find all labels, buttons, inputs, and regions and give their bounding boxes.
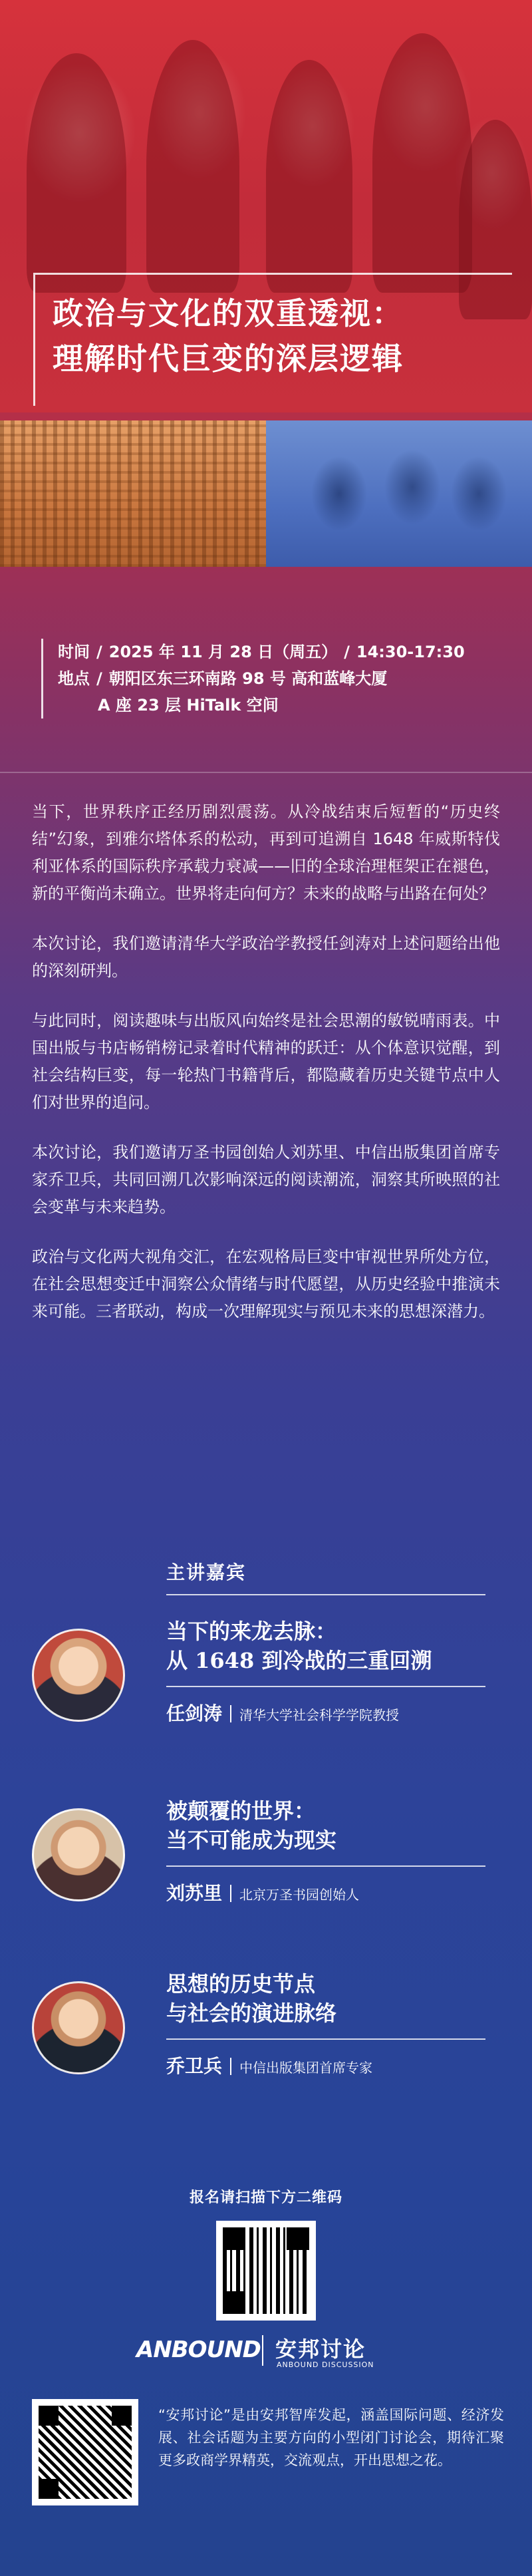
speaker-topic [166,1617,432,1675]
brand-name: 安邦讨论 [275,2336,366,2362]
speaker-topic-line-1: 被颠覆的世界： [166,1798,316,1824]
speaker-name: 任剑涛 [166,1702,223,1724]
speaker-role: 北京万圣书园创始人 [239,1887,360,1903]
avatar [32,1808,125,1901]
speaker-topic [166,1969,336,2028]
speaker-name: 刘苏里 [166,1882,223,1904]
event-place-row: 地点 / 朝阳区东三环南路 98 号 高和蓝峰大厦 [58,665,500,692]
hero-figure [146,40,239,293]
speaker-rule [166,1686,485,1687]
historical-photos [0,420,532,567]
intro-body [32,798,500,1348]
place-value-2: A 座 23 层 HiTalk 空间 [98,696,279,715]
speaker-name: 乔卫兵 [166,2055,223,2077]
event-time-row: 时间 / 2025 年 11 月 28 日（周五） / 14:30-17:30 [58,639,500,665]
avatar [32,1981,125,2074]
time-hours: 14:30-17:30 [356,643,465,661]
time-value: 2025 年 11 月 28 日（周五） [108,643,338,661]
speaker-name-row [166,1879,359,1905]
place-label: 地点 [58,669,90,688]
speaker-card [0,1617,532,1776]
speaker-rule [166,1865,485,1867]
brand-qr-code[interactable] [32,2399,138,2505]
speakers-heading-rule [166,1594,485,1595]
intro-paragraph: 本次讨论，我们邀请清华大学政治学教授任剑涛对上述问题给出他的深刻研判。 [32,934,500,980]
speaker-topic-line-1: 当下的来龙去脉： [166,1619,337,1644]
speaker-topic-line-2: 与社会的演进脉络 [166,2001,337,2026]
speaker-role: 中信出版集团首席专家 [239,2060,373,2076]
speaker-topic-line-2: 当不可能成为现实 [166,1828,337,1853]
speaker-card [0,1969,532,2129]
speaker-role: 清华大学社会科学学院教授 [239,1707,400,1723]
intro-paragraph: 本次讨论，我们邀请万圣书园创始人刘苏里、中信出版集团首席专家乔卫兵，共同回溯几次影响深远的阅读潮流，洞察其所映照的社会变革与未来趋势。 [32,1143,500,1216]
place-value: 朝阳区东三环南路 98 号 高和蓝峰大厦 [108,669,388,688]
speaker-rule [166,2038,485,2040]
page-title-line-2: 理解时代巨变的深层逻辑 [53,341,404,377]
photo-yalta [266,420,532,567]
divider [0,772,532,773]
speaker-topic [166,1796,336,1855]
hero-banner [0,0,532,412]
speaker-card [0,1796,532,1956]
photo-westphalia [0,420,266,567]
speakers-heading: 主讲嘉宾 [166,1561,247,1583]
page-title-line-1: 政治与文化的双重透视： [53,295,404,331]
signup-qr-code[interactable] [216,2221,316,2321]
event-info [41,639,500,719]
time-label: 时间 [58,643,90,661]
hero-figure [372,33,472,293]
brand-divider [262,2335,263,2366]
speaker-topic-line-1: 思想的历史节点 [166,1971,316,1997]
about-text: “安邦讨论”是由安邦智库发起，涵盖国际问题、经济发展、社会话题为主要方向的小型闭门讨论会，期待汇聚更多政商学界精英，交流观点，开出思想之花。 [158,2407,504,2468]
intro-paragraph: 政治与文化两大视角交汇，在宏观格局巨变中审视世界所处方位，在社会思想变迁中洞察公众情绪与时代愿望，从历史经验中推演未来可能。三者联动，构成一次理解现实与预见未来的思想深潜力。 [32,1247,500,1321]
signup-instruction: 报名请扫描下方二维码 [189,2189,342,2206]
event-place-row-2 [58,692,500,719]
speaker-topic-line-2: 从 1648 到冷战的三重回溯 [166,1648,432,1673]
intro-paragraph: 与此同时，阅读趣味与出版风向始终是社会思潮的敏锐晴雨表。中国出版与书店畅销榜记录着时代精神的跃迁：从个体意识觉醒，到社会结构巨变，每一轮热门书籍背后，都隐藏着历史关键节点中人们对世界的追问。 [32,1011,500,1112]
intro-paragraph: 当下，世界秩序正经历剧烈震荡。从冷战结束后短暂的“历史终结”幻象，到雅尔塔体系的松动，再到可追溯自 1648 年威斯特伐利亚体系的国际秩序承载力衰减——旧的全球治理框架正在褪色，新的平衡尚未确立。世界将走向何方？未来的战略与出路在何处？ [32,802,500,903]
hero-figure [266,60,352,293]
anbound-logo: ANBOUND [136,2336,261,2363]
avatar [32,1629,125,1722]
hero-figure [27,53,126,293]
brand-subtitle: ANBOUND DISCUSSION [277,2360,374,2369]
speaker-name-row [166,1699,399,1726]
title-frame [33,273,512,406]
speaker-name-row [166,2052,372,2078]
